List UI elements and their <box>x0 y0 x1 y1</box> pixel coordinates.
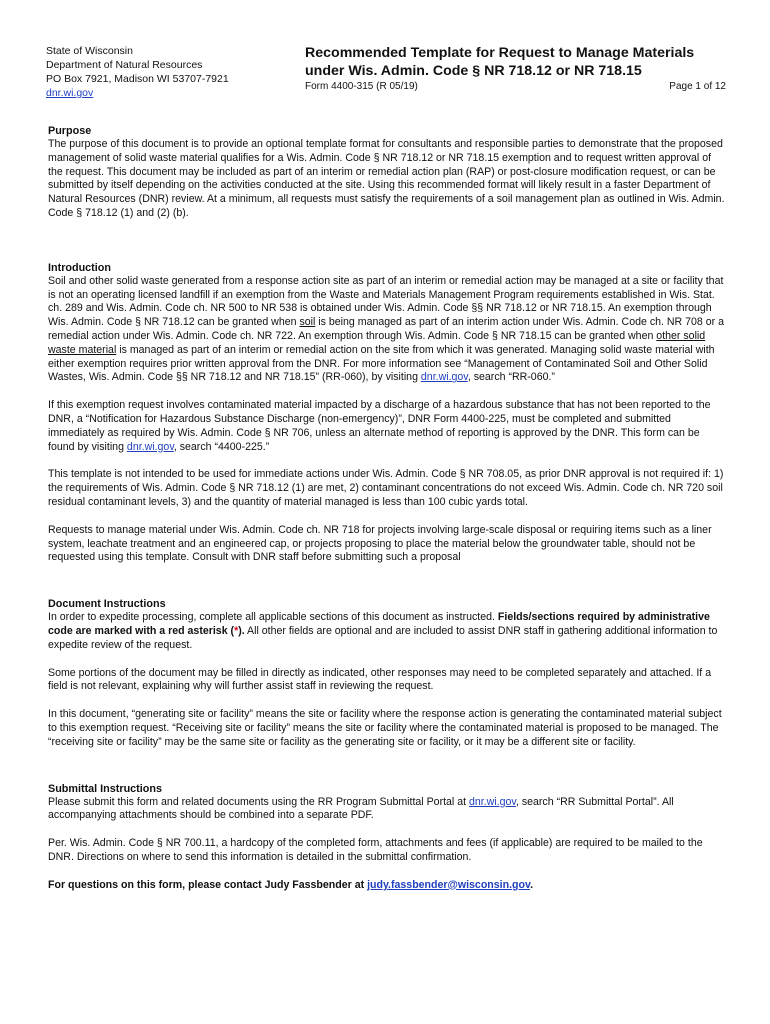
document-title <box>305 44 735 80</box>
introduction-paragraph-1: Soil and other solid waste generated from a response action site as part of an interim or remedial action may be managed at a site or facility that is not an operating licensed landfill if an exemption from the Waste and Materials Management Program requirements established in Wis. Stat. ch. 289 and Wis. Admin. Code ch. NR 500 to NR 538 is obtained under Wis. Admin. Code §§ NR 718.12 or NR 718.15. An exemption through Wis. Admin. Code § NR 718.12 can be granted when soil is being managed as part of an interim action under Wis. Admin. Code ch. NR 708 or a remedial action under Wis. Admin. Code ch. NR 722. An exemption through Wis. Admin. Code § NR 718.15 can be granted when other solid waste material is managed as part of an interim or remedial action on the site from which it was generated. Managing solid waste material with either exemption requires prior written approval from the DNR. For more information see “Management of Contaminated Soil and Other Solid Wastes, Wis. Admin. Code §§ NR 718.12 and NR 718.15” (RR-060), by visiting dnr.wi.gov, search “RR-060.” <box>48 274 725 384</box>
contact-line: For questions on this form, please contact Judy Fassbender at judy.fassbender@wisconsin.gov. <box>48 878 534 891</box>
contact-email-link[interactable]: judy.fassbender@wisconsin.gov <box>367 878 531 891</box>
document-instructions-paragraph-1: In order to expedite processing, complete all applicable sections of this document as instructed. Fields/sections required by administrative code are marked with a red asterisk (*). All other fields are optional and are included to assist DNR staff in gathering additional information to expedite review of the request. <box>48 611 718 651</box>
agency-website-link[interactable]: dnr.wi.gov <box>46 87 94 99</box>
form-number: Form 4400-315 (R 05/19) <box>305 81 418 92</box>
document-instructions-heading: Document Instructions <box>48 598 166 611</box>
agency-address: PO Box 7921, Madison WI 53707-7921 <box>46 73 229 85</box>
red-asterisk: * <box>234 624 239 637</box>
submittal-instructions-paragraph-1: Please submit this form and related documents using the RR Program Submittal Portal at dnr.wi.gov, search “RR Submittal Portal”. All accompanying attachments should be combined into a separate PDF. <box>48 795 674 822</box>
introduction-paragraph-4: Requests to manage material under Wis. Admin. Code ch. NR 718 for projects involving large-scale disposal or requiring items such as a liner system, leachate treatment and an engineered cap, or projects proposing to place the material below the groundwater table, should not be requested using this template. Consult with DNR staff before submitting such a proposal <box>48 523 712 564</box>
document-instructions-paragraph-2: Some portions of the document may be filled in directly as indicated, other responses may need to be completed separately and attached. If a field is not relevant, explaining why will further assist staff in reviewing the request. <box>48 666 712 693</box>
submittal-instructions-paragraph-2: Per. Wis. Admin. Code § NR 700.11, a hardcopy of the completed form, attachments and fees (if applicable) are required to be mailed to the DNR. Directions on where to send this information is detailed in the submittal confirmation. <box>48 837 703 863</box>
form-4400-225-link[interactable]: dnr.wi.gov <box>126 440 174 453</box>
other-solid-waste-underlined: other solid waste material <box>48 329 706 356</box>
soil-underlined: soil <box>299 316 316 329</box>
submittal-instructions-heading: Submittal Instructions <box>48 782 162 795</box>
document-body <box>48 124 726 892</box>
title-line-2: under Wis. Admin. Code § NR 718.12 or NR 718.15 <box>305 63 642 79</box>
agency-state: State of Wisconsin <box>46 45 133 57</box>
introduction-paragraph-3: This template is not intended to be used for immediate actions under Wis. Admin. Code § NR 708.05, as prior DNR approval is not required if: 1) the requirements of Wis. Admin. Code § NR 718.12 (1) are met, 2) contaminant concentrations do not exceed Wis. Admin. Code ch. NR 720 soil residual contaminant levels, 3) and the quantity of material managed is less than 100 cubic yards total. <box>48 468 724 508</box>
introduction-paragraph-2: If this exemption request involves contaminated material impacted by a discharge of a hazardous substance that has not been reported to the DNR, a “Notification for Hazardous Substance Discharge (non-emergency)”, DNR Form 4400-225, must be completed and submitted immediately as required by Wis. Admin. Code § NR 706, unless an alternate method of reporting is approved by the DNR. This form can be found by visiting dnr.wi.gov, search “4400-225.” <box>48 399 711 453</box>
agency-block <box>46 44 229 100</box>
title-line-1: Recommended Template for Request to Manage Materials <box>305 45 695 61</box>
submittal-portal-link[interactable]: dnr.wi.gov <box>469 795 516 808</box>
purpose-paragraph: The purpose of this document is to provide an optional template format for consultants and responsible parties to demonstrate that the proposed management of solid waste material qualifies for a Wis. Admin. Code § NR 718.12 or NR 718.15 exemption and to request written approval of the request. This document may be included as part of an interim or remedial action plan (RAP) or post-closure modification request, or can be submitted by itself depending on the activities conducted at the site. Using this recommended format will likely result in a faster Department of Natural Resources (DNR) review. At a minimum, all requests must satisfy the requirements of a soil management plan as outlined in Wis. Admin. Code § 718.12 (1) and (2) (b). <box>48 138 725 219</box>
page-number: Page 1 of 12 <box>669 81 726 92</box>
document-instructions-paragraph-3: In this document, “generating site or facility” means the site or facility where the response action is generating the contaminated material subject to this exemption request. “Receiving site or facility” means the site or facility where the contaminated material is proposed to be managed. The “receiving site or facility” may be the same site or facility as the generating site or facility, or it may be a different site or facility. <box>48 708 722 748</box>
introduction-heading: Introduction <box>48 261 111 274</box>
rr060-link[interactable]: dnr.wi.gov <box>420 371 468 384</box>
purpose-heading: Purpose <box>48 125 92 137</box>
agency-department: Department of Natural Resources <box>46 59 203 71</box>
